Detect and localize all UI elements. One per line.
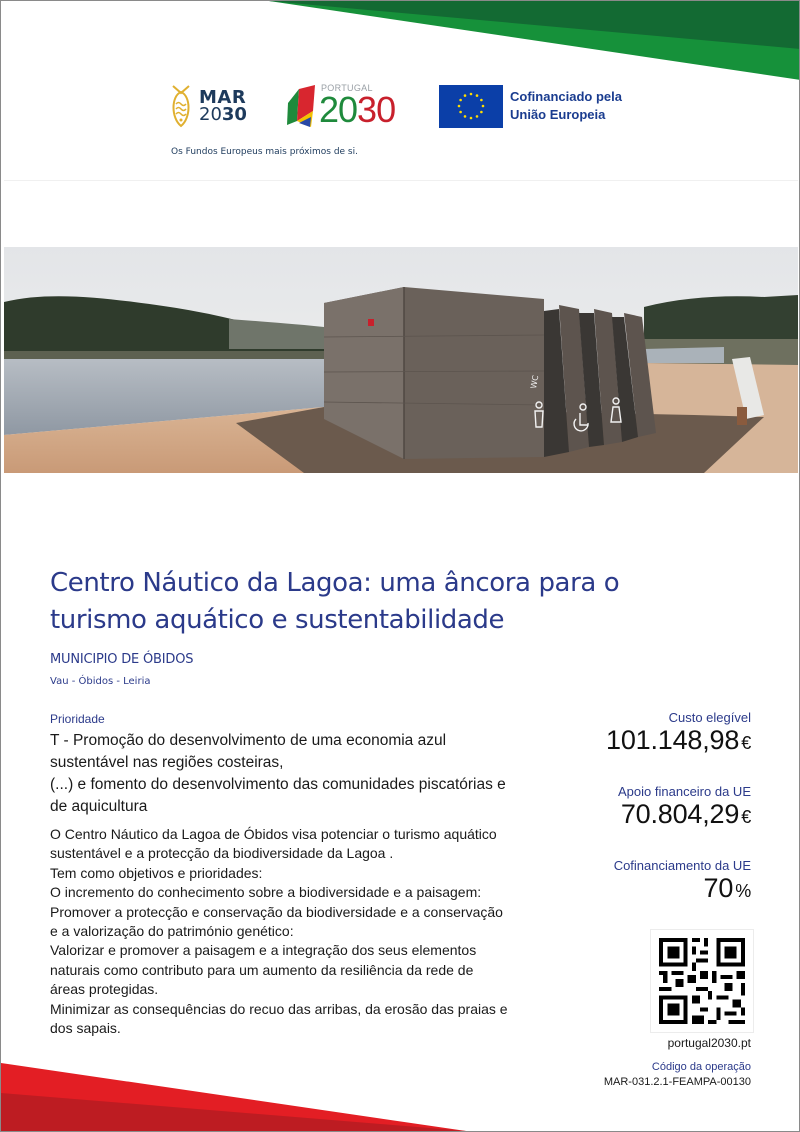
project-location: Vau - Óbidos - Leiria [50, 676, 151, 687]
project-description [50, 825, 560, 1038]
title-line2: turismo aquático e sustentabilidade [50, 605, 505, 635]
mar-logo-line2b: 30 [221, 104, 247, 125]
pt-year-b: 30 [357, 89, 396, 130]
title-line1: Centro Náutico da Lagoa: uma âncora para o [50, 568, 620, 598]
mar-logo-line2a: 20 [199, 104, 222, 125]
bottom-red-stripe [1, 1041, 800, 1131]
header-logos [1, 1, 800, 181]
eu-cofinancing-value: 70 [703, 873, 734, 903]
portugal-label: PORTUGAL [321, 83, 373, 93]
description-line: dos sapais. [50, 1020, 121, 1037]
description-line: e a valorização do património genético: [50, 923, 294, 940]
pt-year-a: 20 [319, 89, 358, 130]
project-title [50, 565, 750, 639]
portugal2030-logo [285, 81, 405, 131]
priority-line: T - Promoção do desenvolvimento de uma economia azul [50, 732, 447, 749]
description-line: Valorizar e promover a paisagem e a integração dos seus elementos [50, 942, 477, 959]
eu-support [618, 784, 751, 832]
description-line: Tem como objetivos e prioridades: [50, 864, 263, 881]
fish-icon [169, 84, 193, 128]
qr-url-link[interactable]: portugal2030.pt [667, 1036, 751, 1050]
operation-code: MAR-031.2.1-FEAMPA-00130 [603, 1076, 751, 1088]
project-photo [4, 247, 798, 473]
slogan: Os Fundos Europeus mais próximos de si. [171, 147, 358, 157]
flag-ribbon-icon [285, 81, 321, 131]
description-line: O Centro Náutico da Lagoa de Óbidos visa potenciar o turismo aquático [50, 826, 497, 842]
beneficiary-name: MUNICIPIO DE ÓBIDOS [50, 652, 194, 667]
eu-text-line2: União Europeia [510, 107, 606, 122]
qr-code-icon [651, 930, 753, 1032]
eu-support-value: 70.804,29 [620, 799, 740, 829]
description-line: sustentável e a protecção da biodiversidade da Lagoa . [50, 845, 394, 862]
header-divider [4, 180, 798, 181]
euro-unit: € [741, 807, 751, 827]
operation-code-label: Código da operação [651, 1061, 751, 1073]
priority-line: sustentável nas regiões costeiras, [50, 754, 284, 771]
eu-cofinancing-text [510, 88, 622, 124]
eu-flag-icon [439, 85, 503, 128]
priority-label: Prioridade [50, 712, 105, 726]
qr-code[interactable] [651, 930, 753, 1032]
description-line: Minimizar as consequências do recuo das arribas, da erosão das praias e [50, 1000, 508, 1017]
mar2030-logo [169, 83, 259, 129]
eligible-cost-value: 101.148,98 [606, 725, 740, 755]
wc-sign: WC [529, 374, 541, 390]
eu-cofinancing [614, 858, 751, 906]
description-line: O incremento do conhecimento sobre a biodiversidade e a paisagem: [50, 884, 482, 901]
priority-line: (...) e fomento do desenvolvimento das comunidades piscatórias e [50, 776, 506, 793]
mar-logo-line1: MAR [199, 87, 247, 108]
description-line: Promover a protecção e conservação da biodiversidade e a conservação [50, 903, 503, 920]
eu-support-label: Apoio financeiro da UE [618, 784, 751, 799]
percent-unit: % [735, 881, 751, 901]
priority-text [50, 730, 550, 818]
eu-text-line1: Cofinanciado pela [510, 89, 622, 104]
description-line: áreas protegidas. [50, 981, 159, 998]
euro-unit: € [741, 733, 751, 753]
description-line: naturais como contributo para um aumento da resiliência da rede de [50, 961, 474, 978]
priority-line: de aquicultura [50, 798, 148, 815]
eligible-cost-label: Custo elegível [668, 710, 751, 725]
eu-cofinancing-label: Cofinanciamento da UE [613, 858, 751, 873]
eligible-cost [606, 710, 751, 758]
